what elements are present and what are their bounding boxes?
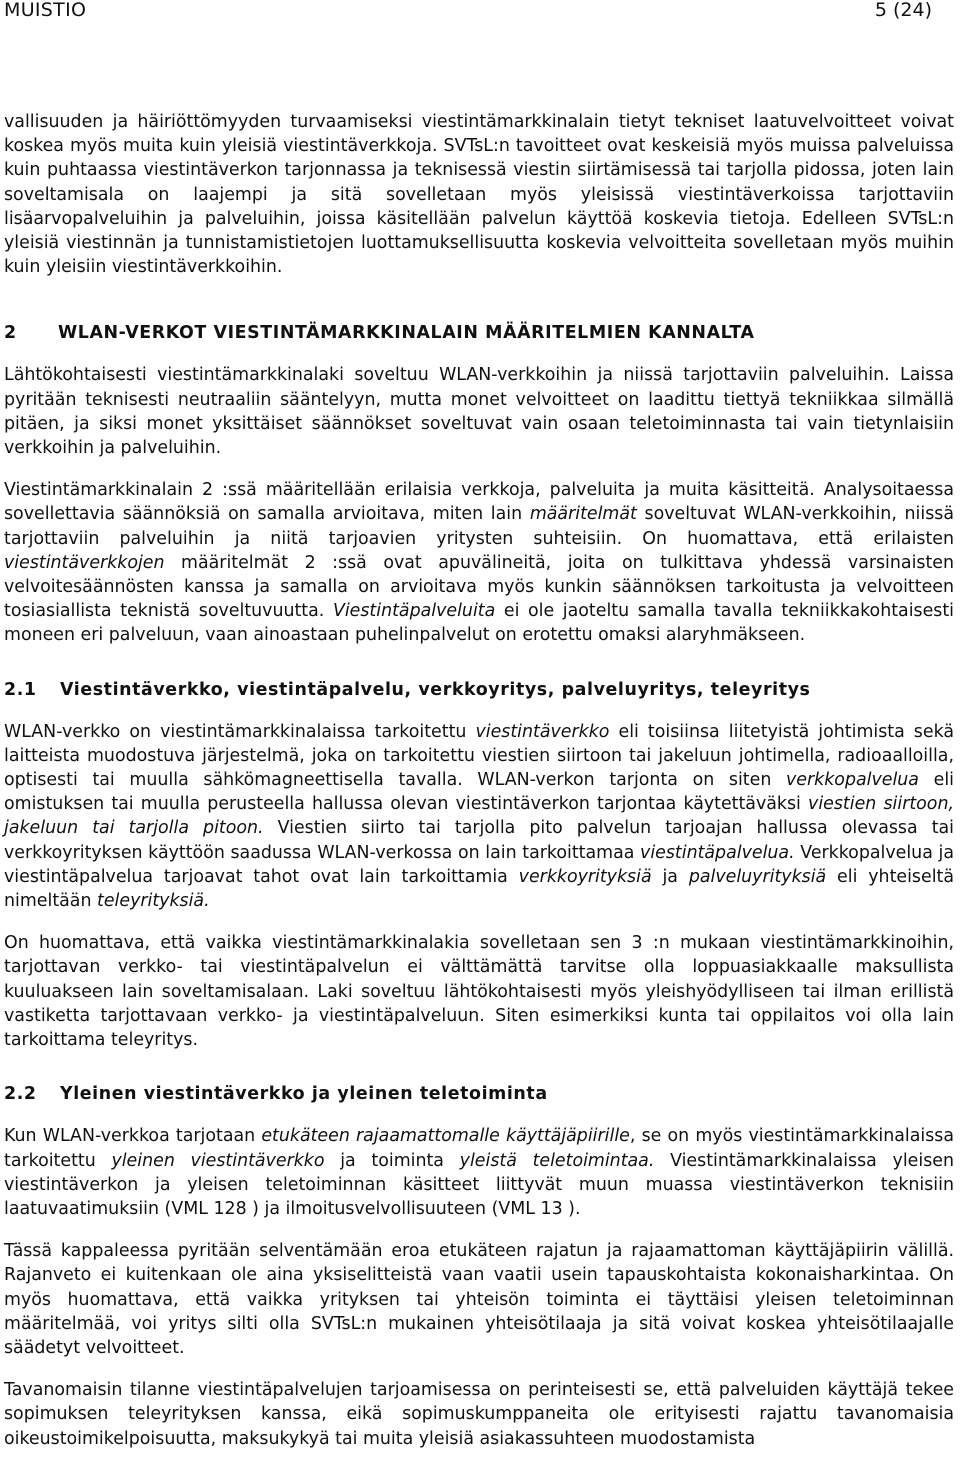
section-title: Viestintäverkko, viestintäpalvelu, verkkoyritys, palveluyritys, teleyritys <box>60 679 811 700</box>
page-number: 5 (24) <box>874 0 932 21</box>
emphasis: viestien siirtoon, jakeluun tai tarjolla pitoon. <box>4 794 954 839</box>
page-header <box>0 0 960 22</box>
text-run: ei ole jaoteltu samalla tavalla tekniikkakohtaisesti moneen eri palveluun, vaan ainoastaan puhelinpalvelut on erotettu omaksi alaryhmäkseen. <box>4 601 955 646</box>
section-2-1-paragraph-2: On huomattava, että vaikka viestintämarkkinalakia sovelletaan sen 3 :n mukaan viestintämarkkinoihin, tarjottavan verkko- tai viestintäpalvelun ei välttämättä tarvitse olla loppuasiakkaalle maksullista kuuluakseen lain soveltamisalaan. Laki soveltuu lähtökohtaisesti myös yleishyödylliseen tai ilman erillistä vastiketta tarjottavaan verkko- ja viestintäpalveluun. Siten esimerkiksi kunta tai oppilaitos voi olla lain tarkoittama teleyritys. <box>4 933 954 1051</box>
section-number: 2.1 <box>4 679 37 700</box>
section-2-2-paragraph-2: Tässä kappaleessa pyritään selventämään eroa etukäteen rajatun ja rajaamattoman käyttäjäpiirin välillä. Rajanveto ei kuitenkaan ole aina yksiselitteistä vaan vaatii usein tapauskohtaista kokonaisharkintaa. On myös huomattava, että vaikka yrityksen tai yhteisön toiminta ei täyttäisi yleisen teletoiminnan määritelmää, voi yritys silti olla SVTsL:n mukainen yhteisötilaaja ja sitä voivat koskea yhteisötilaajalle säädetyt velvoitteet. <box>4 1241 954 1358</box>
text-run: eli omistuksen tai muulla perusteella hallussa olevan viestintäverkon tarjontaa käytettäväksi <box>4 770 954 815</box>
section-2-1-heading <box>4 678 954 702</box>
document-type-label: MUISTIO <box>4 0 87 21</box>
text-run: Viestien siirto tai tarjolla pito palvelun tarjoajan hallussa olevassa tai verkkoyrityksen käyttöön saadussa WLAN-verkossa on lain tarkoittamaa <box>4 818 955 863</box>
section-number: 2.2 <box>4 1084 37 1105</box>
section-2-1-paragraph-1 <box>4 720 954 914</box>
emphasis: Viestintäpalveluita <box>332 601 496 622</box>
text-run: WLAN-verkko on viestintämarkkinalaissa tarkoitettu <box>4 721 476 742</box>
section-number: 2 <box>4 323 17 344</box>
section-2-paragraph-2 <box>4 478 954 647</box>
emphasis: viestintäpalvelua. <box>640 842 795 863</box>
section-2-heading <box>4 321 954 345</box>
emphasis: verkkopalvelua <box>786 770 919 791</box>
text-run: Kun WLAN-verkkoa tarjotaan <box>4 1126 262 1147</box>
section-2-paragraph-1: Lähtökohtaisesti viestintämarkkinalaki soveltuu WLAN-verkkoihin ja niissä tarjottaviin palveluihin. Laissa pyritään teknisesti neutraaliin sääntelyyn, mutta monet velvoitteet on laadittu tiettyä tekniikkaa silmällä pitäen, ja siksi monet yksittäiset säännökset soveltuvat vain osaan teletoiminnasta tai vain tietynlaisiin verkkoihin ja palveluihin. <box>4 365 954 459</box>
emphasis: yleistä teletoimintaa. <box>459 1150 655 1171</box>
section-title: WLAN-VERKOT VIESTINTÄMARKKINALAIN MÄÄRITELMIEN KANNALTA <box>58 323 755 344</box>
text-run: , se on myös viestintämarkkinalaissa tarkoitettu <box>4 1126 955 1171</box>
emphasis: viestintäverkko <box>475 721 610 742</box>
emphasis: viestintäverkkojen <box>4 552 165 573</box>
text-run: Viestintämarkkinalain 2 :ssä määritellään erilaisia verkkoja, palveluita ja muita käsitteitä. Analysoitaessa sovellettavia säännöksiä on samalla arvioitava, miten lain <box>4 480 954 525</box>
section-2-2-paragraph-1 <box>4 1124 954 1221</box>
section-title: Yleinen viestintäverkko ja yleinen teletoiminta <box>60 1084 548 1105</box>
text-run: eli yhteiseltä nimeltään <box>4 866 954 912</box>
emphasis: verkkoyrityksiä <box>518 866 652 887</box>
text-run: soveltuvat WLAN-verkkoihin, niissä tarjottaviin palveluihin ja niitä tarjoavien yritysten suhteisiin. On huomattava, että erilaisten <box>4 504 954 549</box>
text-run: ja toiminta <box>324 1150 460 1171</box>
section-2-2-heading <box>4 1082 954 1106</box>
section-2-2-paragraph-3: Tavanomaisin tilanne viestintäpalvelujen tarjoamisessa on perinteisesti se, että palveluiden käyttäjä tekee sopimuksen teleyrityksen kanssa, eikä sopimuskumppaneita ole erityisesti rajattu tavanomaisia oikeustoimikelpoisuutta, maksukykyä tai muita yleisiä asiakassuhteen muodostamista <box>4 1380 954 1449</box>
emphasis: etukäteen rajaamattomalle käyttäjäpiirille <box>261 1126 630 1147</box>
emphasis: määritelmät <box>529 504 637 525</box>
document-body <box>4 110 954 1451</box>
emphasis: palveluyrityksiä <box>688 866 827 887</box>
text-run: määritelmät 2 :ssä ovat apuvälineitä, joita on tulkittava yhdessä varsinaisten velvoitesäännösten kanssa ja samalla on arvioitava myös kunkin säännöksen tarkoitusta ja velvoitteen tosiasiallista teknistä soveltuvuutta. <box>4 552 954 622</box>
intro-paragraph: vallisuuden ja häiriöttömyyden turvaamiseksi viestintämarkkinalain tietyt tekniset laatuvelvoitteet voivat koskea myös muita kuin yleisiä viestintäverkkoja. SVTsL:n tavoitteet ovat keskeisiä myös muissa palveluissa kuin puhtaassa viestintäverkon tarjonnassa ja teknisessä viestin siirtämisessä tai tarjolla pidossa, joten lain soveltamisala on laajempi ja sitä sovelletaan myös yleisissä viestintäverkoissa tarjottaviin lisäarvopalveluihin ja palveluihin, joissa käsitellään palvelun käyttöä koskevia tietoja. Edelleen SVTsL:n yleisiä viestinnän ja tunnistamistietojen luottamuksellisuutta koskevia velvoitteita sovelletaan myös muihin kuin yleisiin viestintäverkkoihin. <box>4 112 954 278</box>
emphasis: teleyrityksiä. <box>97 891 210 912</box>
text-run: Verkkopalvelua ja viestintäpalvelua tarjoavat tahot ovat lain tarkoittamia <box>4 842 954 887</box>
emphasis: yleinen viestintäverkko <box>111 1150 325 1171</box>
text-run: eli toisiinsa liitetyistä johtimista sekä laitteista muodostuva järjestelmä, joka on tarkoitettu viestien siirtoon tai jakeluun johtimella, radioaalloilla, optisesti tai muulla sähkömagneettisella tavalla. WLAN-verkon tarjonta on siten <box>4 721 954 791</box>
text-run: ja <box>651 866 689 887</box>
text-run: Viestintämarkkinalaissa yleisen viestintäverkon ja yleisen teletoiminnan käsitteet liittyvät muun muassa viestintäverkon teknisiin laatuvaatimuksiin (VML 128 ) ja ilmoitusvelvollisuuteen (VML 13 ). <box>4 1150 954 1219</box>
